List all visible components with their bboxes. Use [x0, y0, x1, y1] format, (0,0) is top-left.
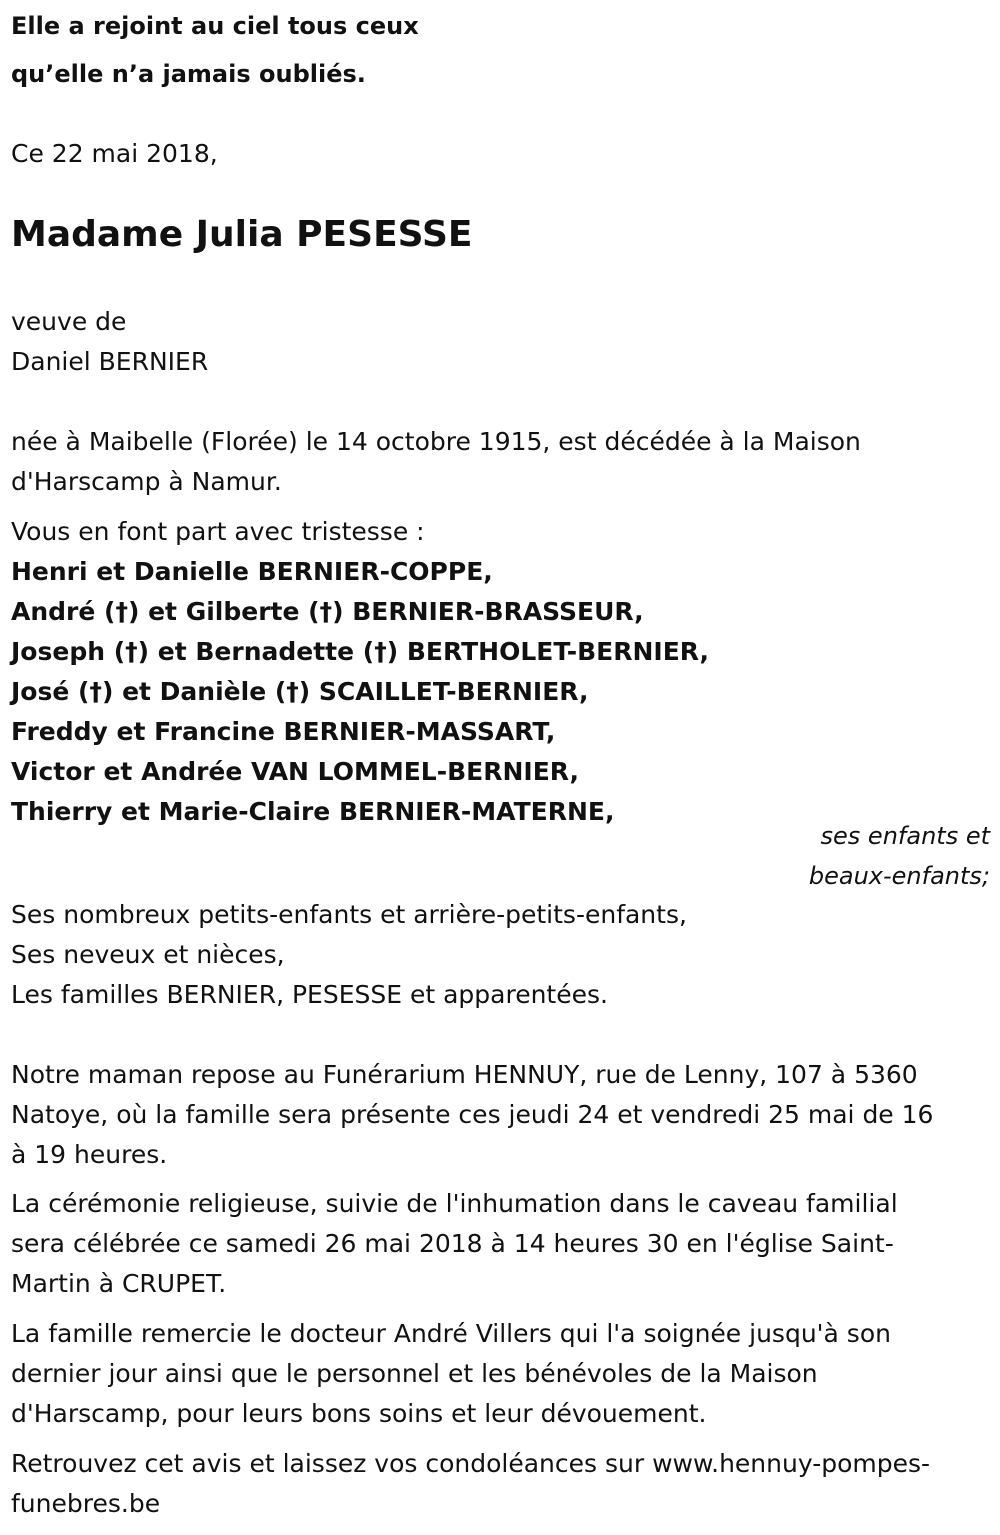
thanks-line: d'Harscamp, pour leurs bons soins et leur dévouement.	[11, 1399, 707, 1428]
family-entry: Les familles BERNIER, PESESSE et apparentées.	[11, 980, 608, 1009]
family-entry: Ses nombreux petits-enfants et arrière-petits-enfants,	[11, 900, 687, 929]
children-label-line-1: ses enfants et	[820, 822, 990, 850]
family-list	[11, 895, 687, 1015]
birth-line-2: d'Harscamp à Namur.	[11, 467, 282, 496]
child-entry: José (†) et Danièle (†) SCAILLET-BERNIER,	[11, 677, 589, 706]
ceremony-line: La cérémonie religieuse, suivie de l'inhumation dans le caveau familial	[11, 1189, 898, 1218]
repose-line: Notre maman repose au Funérarium HENNUY, rue de Lenny, 107 à 5360	[11, 1060, 918, 1089]
children-label	[809, 816, 990, 896]
quote-line-2: qu’elle n’a jamais oubliés.	[11, 60, 366, 88]
website-paragraph	[11, 1444, 930, 1524]
children-label-line-2: beaux-enfants;	[808, 862, 990, 890]
ceremony-line: sera célébrée ce samedi 26 mai 2018 à 14 heures 30 en l'église Saint-	[11, 1229, 894, 1258]
repose-paragraph	[11, 1055, 933, 1175]
date-line: Ce 22 mai 2018,	[11, 139, 218, 168]
thanks-paragraph	[11, 1314, 891, 1434]
deceased-name: Madame Julia PESESSE	[11, 214, 473, 255]
thanks-line: La famille remercie le docteur André Villers qui l'a soignée jusqu'à son	[11, 1319, 891, 1348]
thanks-line: dernier jour ainsi que le personnel et les bénévoles de la Maison	[11, 1359, 818, 1388]
spouse-line-1: veuve de	[11, 307, 127, 336]
birth-block	[11, 422, 861, 502]
announce-line: Vous en font part avec tristesse :	[11, 517, 425, 546]
birth-line-1: née à Maibelle (Florée) le 14 octobre 1915, est décédée à la Maison	[11, 427, 861, 456]
quote-line-1: Elle a rejoint au ciel tous ceux	[11, 12, 419, 40]
family-entry: Ses neveux et nièces,	[11, 940, 285, 969]
child-entry: Freddy et Francine BERNIER-MASSART,	[11, 717, 556, 746]
child-entry: Joseph (†) et Bernadette (†) BERTHOLET-BERNIER,	[11, 637, 709, 666]
spouse-block	[11, 302, 208, 382]
repose-line: à 19 heures.	[11, 1140, 168, 1169]
quote-block	[11, 2, 419, 98]
spouse-line-2: Daniel BERNIER	[11, 347, 209, 376]
website-line: funebres.be	[11, 1489, 161, 1518]
child-entry: André (†) et Gilberte (†) BERNIER-BRASSEUR,	[11, 597, 644, 626]
website-line: Retrouvez cet avis et laissez vos condoléances sur www.hennuy-pompes-	[11, 1449, 931, 1478]
child-entry: Thierry et Marie-Claire BERNIER-MATERNE,	[11, 797, 615, 826]
children-list	[11, 552, 709, 832]
child-entry: Victor et Andrée VAN LOMMEL-BERNIER,	[11, 757, 580, 786]
repose-line: Natoye, où la famille sera présente ces jeudi 24 et vendredi 25 mai de 16	[11, 1100, 934, 1129]
child-entry: Henri et Danielle BERNIER-COPPE,	[11, 557, 493, 586]
ceremony-line: Martin à CRUPET.	[11, 1269, 227, 1298]
ceremony-paragraph	[11, 1184, 898, 1304]
